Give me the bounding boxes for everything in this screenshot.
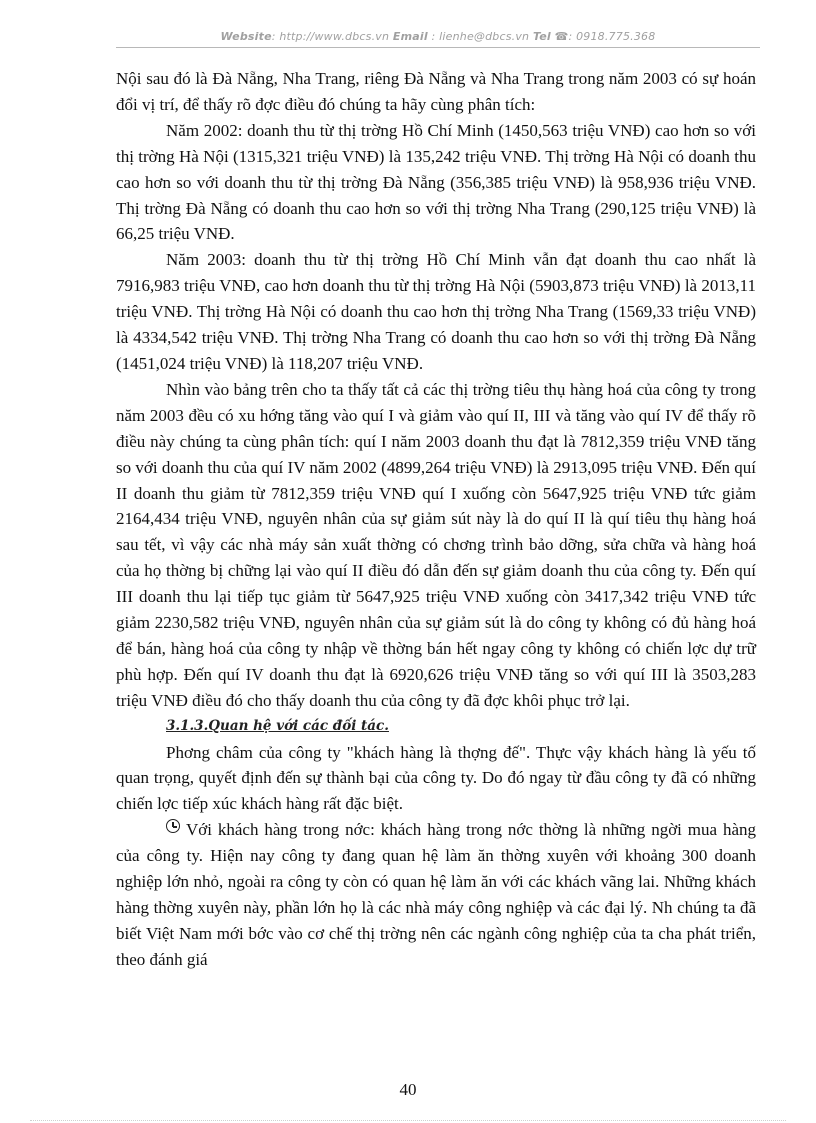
page-number: 40 [399,1080,417,1099]
email-label: Email [392,30,428,43]
tel-value: : 0918.775.368 [568,30,656,43]
tel-label: Tel [532,30,551,43]
paragraph-5: Phơng châm của công ty "khách hàng là thợng đế". Thực vậy khách hàng là yếu tố quan trọng, quyết định đến sự thành bại của công ty. Do đó ngay từ đầu công ty đã có những chiến lợc tiếp xúc khách hàng rất đặc biệt. [116,742,756,814]
bullet-paragraph [116,817,756,972]
phone-icon: ☎ [554,30,569,43]
paragraph-1: Nội sau đó là Đà Nẵng, Nha Trang, riêng Đà Nẵng và Nha Trang trong năm 2003 có sự hoán đổi vị trí, để thấy rõ đợc điều đó chúng ta hãy cùng phân tích: [116,69,756,114]
clock-icon [166,819,180,833]
page-header [116,30,760,48]
paragraph-3: Năm 2003: doanh thu từ thị trờng Hồ Chí Minh vẫn đạt doanh thu cao nhất là 7916,983 triệu VNĐ, cao hơn doanh thu từ thị trờng Hà Nội (5903,873 triệu VNĐ) là 2013,11 triệu VNĐ. Thị trờng Hà Nội có doanh thu cao hơn thị trờng Nha Trang (1569,33 triệu VNĐ) là 4334,542 triệu VNĐ. Thị trờng Nha Trang có doanh thu cao hơn so với thị trờng Đà Nẵng (1451,024 triệu VNĐ) là 118,207 triệu VNĐ. [116,250,756,373]
document-body [116,66,756,973]
email-value: : lienhe@dbcs.vn [431,30,530,43]
header-divider [116,47,760,48]
paragraph-2: Năm 2002: doanh thu từ thị trờng Hồ Chí Minh (1450,563 triệu VNĐ) cao hơn so với thị trờng Hà Nội (1315,321 triệu VNĐ) là 135,242 triệu VNĐ. Thị trờng Hà Nội có doanh thu cao hơn so với doanh thu từ thị trờng Đà Nẵng (356,385 triệu VNĐ) là 958,936 triệu VNĐ. Thị trờng Đà Nẵng có doanh thu cao hơn so với thị trờng Nha Trang (290,125 triệu VNĐ) là 66,25 triệu VNĐ. [116,120,756,244]
website-label: Website [220,30,272,43]
section-heading: 3.1.3.Quan hệ với các đối tác. [166,717,389,734]
website-value: : http://www.dbcs.vn [271,30,390,43]
bullet-text: Với khách hàng trong nớc: khách hàng trong nớc thờng là những ngời mua hàng của công ty. Hiện nay công ty đang quan hệ làm ăn thờng xuyên với khoảng 300 doanh nghiệp lớn nhỏ, ngoài ra công ty còn có quan hệ làm ăn với các khách vãng lai. Những khách hàng thờng xuyên này, phần lớn họ là các nhà máy công nghiệp và các đại lý. Nh chúng ta đã biết Việt Nam mới bớc vào cơ chế thị trờng nên các ngành công nghiệp của ta cha phát triển, theo đánh giá [116,820,756,969]
footer-divider [30,1120,786,1121]
paragraph-4: Nhìn vào bảng trên cho ta thấy tất cả các thị trờng tiêu thụ hàng hoá của công ty trong năm 2003 đều có xu hớng tăng vào quí I và giảm vào quí II, III và tăng vào quí IV để thấy rõ điều này chúng ta cùng phân tích: quí I năm 2003 doanh thu đạt là 7812,359 triệu VNĐ tăng so với doanh thu của quí IV năm 2002 (4899,264 triệu VNĐ) là 2913,095 triệu VNĐ. Đến quí II doanh thu giảm từ 7812,359 triệu VNĐ quí I xuống còn 5647,925 triệu VNĐ tức giảm 2164,434 triệu VNĐ, nguyên nhân của sự giảm sút này là do quí II là quí tiêu thụ hàng hoá sau tết, vì vậy các nhà máy sản xuất thờng có chơng trình bảo dỡng, sửa chữa và hàng hoá của họ thờng bị chững lại vào quí II điều đó dẫn đến sự giảm doanh thu của công ty. Đến quí III doanh thu lại tiếp tục giảm từ 5647,925 triệu VNĐ xuống còn 3417,342 triệu VNĐ tức giảm 2230,582 triệu VNĐ, nguyên nhân của sự giảm sút là do công ty không có đủ hàng hoá để bán, hàng hoá của công ty nhập về thờng bán hết ngay công ty không có chiến lợc dự trữ phù hợp. Đến quí IV doanh thu đạt là 6920,626 triệu VNĐ tăng so với quí III là 3503,283 triệu VNĐ điều đó cho thấy doanh thu của công ty đã đợc khôi phục trở lại. [116,379,756,710]
